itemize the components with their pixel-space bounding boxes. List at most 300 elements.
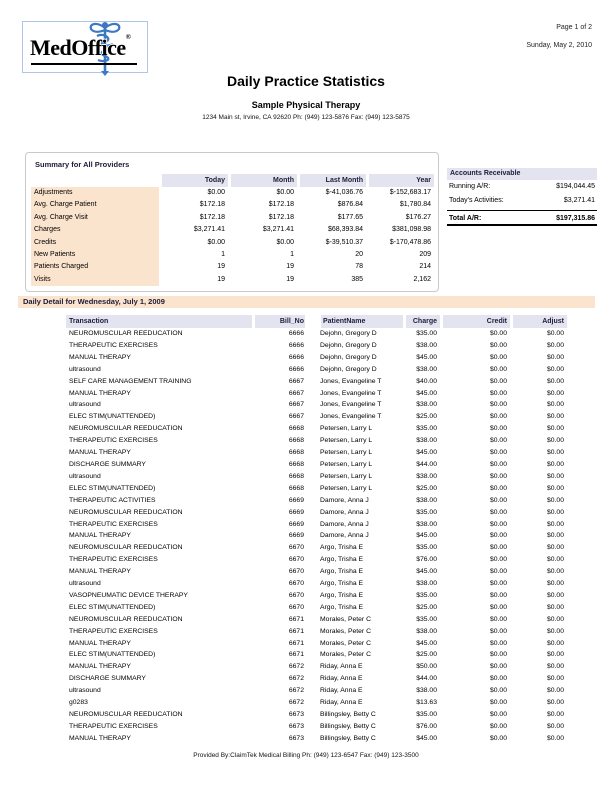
detail-cell-patient-name: Damore, Anna J	[320, 520, 369, 528]
detail-cell-transaction: DISCHARGE SUMMARY	[69, 460, 146, 468]
detail-cell-patient-name: Dejohn, Gregory D	[320, 365, 377, 373]
summary-value-cell: 2,162	[413, 275, 431, 283]
detail-cell-transaction: g0283	[69, 699, 88, 707]
detail-cell-credit: $0.00	[489, 580, 507, 588]
table-row	[66, 542, 567, 554]
detail-cell-gap	[305, 673, 318, 685]
table-row	[66, 364, 567, 376]
detail-cell-patient-name: Petersen, Larry L	[320, 425, 373, 433]
summary-row-label: New Patients	[31, 249, 159, 261]
detail-cell-adjust: $0.00	[546, 389, 564, 397]
detail-cell-charge: $38.00	[416, 472, 437, 480]
registered-mark: ®	[125, 33, 131, 41]
detail-cell-adjust: $0.00	[546, 580, 564, 588]
summary-value-cell: $172.18	[199, 213, 225, 221]
detail-cell-bill-no: 6670	[288, 556, 304, 564]
detail-cell-patient-name: Jones, Evangeline T	[320, 389, 382, 397]
detail-cell-gap	[305, 364, 318, 376]
detail-cell-charge: $45.00	[416, 389, 437, 397]
detail-cell-patient-name: Argo, Trisha E	[320, 544, 364, 552]
detail-cell-transaction: DISCHARGE SUMMARY	[69, 675, 146, 683]
detail-col-transaction: Transaction	[66, 315, 252, 328]
detail-cell-gap	[305, 352, 318, 364]
detail-cell-charge: $76.00	[416, 556, 437, 564]
detail-cell-credit: $0.00	[489, 556, 507, 564]
summary-value-cell: $-41,036.76	[325, 189, 363, 196]
detail-cell-patient-name: Morales, Peter C	[320, 615, 371, 623]
detail-cell-credit: $0.00	[489, 722, 507, 730]
detail-cell-bill-no: 6672	[288, 675, 304, 683]
detail-cell-patient-name: Petersen, Larry L	[320, 437, 373, 445]
detail-cell-bill-no: 6672	[288, 699, 304, 707]
detail-cell-credit: $0.00	[489, 532, 507, 540]
detail-cell-bill-no: 6670	[288, 580, 304, 588]
detail-cell-adjust: $0.00	[546, 639, 564, 647]
ar-total-value: $197,315.86	[556, 215, 595, 222]
summary-value-cell: 19	[217, 263, 225, 271]
table-row	[66, 471, 567, 483]
detail-cell-patient-name: Argo, Trisha E	[320, 568, 364, 576]
detail-cell-adjust: $0.00	[546, 437, 564, 445]
table-row	[66, 590, 567, 602]
detail-cell-charge: $25.00	[416, 413, 437, 421]
detail-cell-transaction: VASOPNEUMATIC DEVICE THERAPY	[69, 591, 188, 599]
detail-cell-charge: $38.00	[416, 365, 437, 373]
detail-cell-patient-name: Damore, Anna J	[320, 508, 369, 516]
detail-cell-credit: $0.00	[489, 437, 507, 445]
detail-cell-credit: $0.00	[489, 449, 507, 457]
detail-cell-adjust: $0.00	[546, 532, 564, 540]
detail-cell-transaction: ELEC STIM(UNATTENDED)	[69, 651, 156, 659]
summary-col-month: Month	[228, 174, 297, 187]
detail-cell-bill-no: 6666	[288, 353, 304, 361]
detail-cell-charge: $38.00	[416, 496, 437, 504]
detail-cell-charge: $35.00	[416, 591, 437, 599]
detail-cell-bill-no: 6670	[288, 603, 304, 611]
detail-cell-gap	[305, 578, 318, 590]
detail-cell-transaction: MANUAL THERAPY	[69, 389, 131, 397]
accounts-receivable-section	[447, 168, 597, 226]
detail-cell-adjust: $0.00	[546, 687, 564, 695]
detail-cell-gap	[305, 471, 318, 483]
detail-cell-transaction: ultrasound	[69, 472, 101, 480]
detail-cell-gap	[305, 447, 318, 459]
detail-cell-transaction: MANUAL THERAPY	[69, 353, 131, 361]
detail-cell-patient-name: Billingsley, Betty C	[320, 722, 376, 730]
detail-cell-gap	[305, 340, 318, 352]
detail-cell-transaction: ultrasound	[69, 401, 101, 409]
detail-cell-credit: $0.00	[489, 568, 507, 576]
summary-value-cell: $-152,683.17	[389, 189, 431, 196]
detail-cell-gap	[305, 483, 318, 495]
detail-cell-adjust: $0.00	[546, 734, 564, 742]
detail-col-charge: Charge	[403, 315, 440, 328]
detail-cell-bill-no: 6670	[288, 568, 304, 576]
detail-cell-gap	[305, 649, 318, 661]
detail-cell-bill-no: 6670	[288, 544, 304, 552]
summary-row	[31, 261, 434, 273]
summary-header-row	[31, 174, 434, 187]
summary-header-blank	[31, 174, 159, 187]
detail-cell-transaction: SELF CARE MANAGEMENT TRAINING	[69, 377, 192, 385]
detail-col-patient-name: PatientName	[318, 315, 403, 328]
detail-cell-charge: $25.00	[416, 603, 437, 611]
detail-cell-credit: $0.00	[489, 425, 507, 433]
detail-cell-credit: $0.00	[489, 389, 507, 397]
summary-row-label: Charges	[31, 224, 159, 236]
detail-cell-gap	[305, 721, 318, 733]
detail-cell-credit: $0.00	[489, 377, 507, 385]
detail-cell-patient-name: Argo, Trisha E	[320, 591, 364, 599]
summary-col-today: Today	[159, 174, 228, 187]
detail-cell-adjust: $0.00	[546, 722, 564, 730]
detail-cell-credit: $0.00	[489, 353, 507, 361]
table-row	[66, 399, 567, 411]
detail-cell-bill-no: 6673	[288, 734, 304, 742]
logo-underline	[31, 63, 137, 65]
page-title: Daily Practice Statistics	[227, 73, 385, 89]
detail-cell-charge: $76.00	[416, 722, 437, 730]
table-row	[66, 495, 567, 507]
detail-cell-adjust: $0.00	[546, 413, 564, 421]
detail-cell-gap	[305, 733, 318, 745]
detail-cell-charge: $40.00	[416, 377, 437, 385]
detail-cell-patient-name: Argo, Trisha E	[320, 580, 364, 588]
summary-row	[31, 199, 434, 211]
detail-cell-gap	[305, 530, 318, 542]
table-row	[66, 685, 567, 697]
detail-cell-bill-no: 6668	[288, 484, 304, 492]
detail-cell-adjust: $0.00	[546, 401, 564, 409]
detail-cell-credit: $0.00	[489, 460, 507, 468]
detail-cell-gap	[305, 435, 318, 447]
detail-cell-charge: $35.00	[416, 615, 437, 623]
detail-cell-transaction: MANUAL THERAPY	[69, 568, 131, 576]
detail-cell-gap	[305, 590, 318, 602]
table-row	[66, 649, 567, 661]
ar-today-label: Today's Activities:	[449, 197, 504, 204]
table-row	[66, 697, 567, 709]
detail-cell-credit: $0.00	[489, 639, 507, 647]
summary-value-cell: $0.00	[276, 189, 294, 196]
summary-row	[31, 237, 434, 249]
summary-row	[31, 212, 434, 224]
detail-cell-charge: $38.00	[416, 627, 437, 635]
detail-cell-charge: $44.00	[416, 675, 437, 683]
detail-col-adjust: Adjust	[510, 315, 567, 328]
detail-cell-charge: $44.00	[416, 460, 437, 468]
detail-cell-bill-no: 6666	[288, 330, 304, 337]
detail-cell-bill-no: 6669	[288, 508, 304, 516]
report-date: Sunday, May 2, 2010	[526, 42, 592, 49]
detail-cell-transaction: THERAPEUTIC EXERCISES	[69, 437, 158, 445]
summary-section	[25, 152, 439, 292]
detail-cell-charge: $45.00	[416, 532, 437, 540]
detail-cell-transaction: NEUROMUSCULAR REEDUCATION	[69, 330, 183, 337]
detail-cell-bill-no: 6668	[288, 460, 304, 468]
detail-cell-charge: $35.00	[416, 330, 437, 337]
detail-cell-charge: $38.00	[416, 401, 437, 409]
summary-table	[31, 174, 434, 286]
detail-cell-gap	[305, 602, 318, 614]
table-row	[66, 519, 567, 531]
detail-cell-credit: $0.00	[489, 591, 507, 599]
detail-cell-adjust: $0.00	[546, 472, 564, 480]
detail-cell-credit: $0.00	[489, 711, 507, 718]
summary-value-cell: 19	[286, 275, 294, 283]
detail-cell-transaction: THERAPEUTIC EXERCISES	[69, 722, 158, 730]
detail-cell-adjust: $0.00	[546, 568, 564, 576]
detail-cell-bill-no: 6673	[288, 722, 304, 730]
detail-cell-patient-name: Damore, Anna J	[320, 532, 369, 540]
detail-cell-bill-no: 6671	[288, 639, 304, 647]
summary-value-cell: 1	[290, 251, 294, 259]
table-row	[66, 435, 567, 447]
detail-cell-bill-no: 6671	[288, 651, 304, 659]
detail-cell-adjust: $0.00	[546, 341, 564, 349]
detail-cell-patient-name: Riday, Anna E	[320, 663, 363, 671]
table-row	[66, 352, 567, 364]
detail-cell-credit: $0.00	[489, 365, 507, 373]
detail-cell-credit: $0.00	[489, 341, 507, 349]
summary-row-label: Visits	[31, 274, 159, 286]
detail-cell-transaction: NEUROMUSCULAR REEDUCATION	[69, 615, 183, 623]
summary-value-cell: 19	[286, 263, 294, 271]
detail-cell-charge: $25.00	[416, 651, 437, 659]
detail-cell-charge: $45.00	[416, 568, 437, 576]
detail-cell-charge: $38.00	[416, 437, 437, 445]
ar-today-value: $3,271.41	[563, 197, 595, 204]
table-row	[66, 721, 567, 733]
detail-cell-credit: $0.00	[489, 484, 507, 492]
detail-cell-bill-no: 6673	[288, 711, 304, 718]
table-row	[66, 483, 567, 495]
detail-cell-patient-name: Riday, Anna E	[320, 687, 363, 695]
detail-cell-transaction: ELEC STIM(UNATTENDED)	[69, 603, 156, 611]
summary-row-label: Adjustments	[31, 187, 159, 199]
table-row	[66, 638, 567, 650]
detail-cell-adjust: $0.00	[546, 675, 564, 683]
detail-cell-adjust: $0.00	[546, 484, 564, 492]
daily-detail-table	[66, 315, 567, 745]
detail-cell-bill-no: 6666	[288, 365, 304, 373]
summary-value-cell: $3,271.41	[193, 226, 225, 234]
summary-row	[31, 187, 434, 199]
detail-cell-transaction: ultrasound	[69, 365, 101, 373]
detail-cell-transaction: NEUROMUSCULAR REEDUCATION	[69, 508, 183, 516]
detail-cell-adjust: $0.00	[546, 651, 564, 659]
detail-cell-patient-name: Billingsley, Betty C	[320, 734, 376, 742]
summary-value-cell: $176.27	[405, 213, 431, 221]
table-row	[66, 507, 567, 519]
practice-address: 1234 Main st, Irvine, CA 92620 Ph: (949) 123-5876 Fax: (949) 123-5875	[202, 114, 410, 121]
detail-cell-gap	[305, 626, 318, 638]
detail-cell-gap	[305, 638, 318, 650]
table-row	[66, 530, 567, 542]
summary-row-label: Avg. Charge Visit	[31, 212, 159, 224]
table-row	[66, 376, 567, 388]
summary-value-cell: $381,098.98	[392, 226, 431, 234]
detail-cell-bill-no: 6669	[288, 520, 304, 528]
detail-cell-bill-no: 6668	[288, 437, 304, 445]
table-row	[66, 328, 567, 340]
detail-cell-charge: $45.00	[416, 734, 437, 742]
detail-cell-charge: $45.00	[416, 449, 437, 457]
detail-cell-credit: $0.00	[489, 651, 507, 659]
detail-cell-charge: $45.00	[416, 353, 437, 361]
detail-cell-transaction: NEUROMUSCULAR REEDUCATION	[69, 711, 183, 718]
detail-cell-transaction: THERAPEUTIC EXERCISES	[69, 341, 158, 349]
detail-cell-bill-no: 6672	[288, 687, 304, 695]
detail-cell-adjust: $0.00	[546, 544, 564, 552]
ar-total-row	[447, 210, 597, 226]
detail-cell-credit: $0.00	[489, 663, 507, 671]
detail-cell-transaction: NEUROMUSCULAR REEDUCATION	[69, 544, 183, 552]
detail-cell-bill-no: 6671	[288, 615, 304, 623]
detail-cell-gap	[305, 519, 318, 531]
ar-running-value: $194,044.45	[556, 183, 595, 190]
table-row	[66, 554, 567, 566]
detail-cell-gap	[305, 661, 318, 673]
detail-col-credit: Credit	[440, 315, 510, 328]
detail-cell-adjust: $0.00	[546, 663, 564, 671]
detail-cell-bill-no: 6669	[288, 532, 304, 540]
detail-cell-bill-no: 6667	[288, 389, 304, 397]
detail-cell-adjust: $0.00	[546, 699, 564, 707]
detail-cell-bill-no: 6667	[288, 377, 304, 385]
summary-row-label: Avg. Charge Patient	[31, 199, 159, 211]
detail-cell-gap	[305, 376, 318, 388]
detail-header-row	[66, 315, 567, 328]
detail-cell-credit: $0.00	[489, 544, 507, 552]
detail-cell-gap	[305, 685, 318, 697]
detail-col-bill-no: Bill_No	[252, 315, 305, 328]
detail-cell-adjust: $0.00	[546, 627, 564, 635]
detail-cell-charge: $35.00	[416, 425, 437, 433]
detail-cell-patient-name: Dejohn, Gregory D	[320, 330, 377, 337]
table-row	[66, 709, 567, 721]
table-row	[66, 411, 567, 423]
detail-cell-charge: $25.00	[416, 484, 437, 492]
detail-cell-charge: $35.00	[416, 711, 437, 718]
detail-cell-charge: $38.00	[416, 580, 437, 588]
detail-cell-bill-no: 6667	[288, 413, 304, 421]
detail-cell-charge: $38.00	[416, 341, 437, 349]
detail-cell-adjust: $0.00	[546, 556, 564, 564]
detail-cell-adjust: $0.00	[546, 425, 564, 433]
detail-cell-credit: $0.00	[489, 520, 507, 528]
summary-value-cell: 78	[355, 263, 363, 271]
detail-cell-bill-no: 6668	[288, 449, 304, 457]
detail-cell-gap	[305, 399, 318, 411]
detail-cell-charge: $13.63	[416, 699, 437, 707]
summary-value-cell: 385	[351, 275, 363, 283]
table-row	[66, 602, 567, 614]
detail-cell-patient-name: Argo, Trisha E	[320, 556, 364, 564]
detail-cell-adjust: $0.00	[546, 330, 564, 337]
table-row	[66, 459, 567, 471]
detail-cell-patient-name: Petersen, Larry L	[320, 460, 373, 468]
detail-cell-transaction: ultrasound	[69, 687, 101, 695]
detail-cell-credit: $0.00	[489, 508, 507, 516]
detail-cell-bill-no: 6671	[288, 627, 304, 635]
detail-cell-transaction: THERAPEUTIC ACTIVITIES	[69, 496, 156, 504]
detail-cell-gap	[305, 495, 318, 507]
detail-cell-credit: $0.00	[489, 413, 507, 421]
detail-cell-patient-name: Petersen, Larry L	[320, 484, 373, 492]
detail-cell-patient-name: Petersen, Larry L	[320, 472, 373, 480]
summary-title: Summary for All Providers	[35, 160, 130, 169]
table-row	[66, 388, 567, 400]
summary-value-cell: $-170,478.86	[389, 238, 431, 246]
detail-cell-charge: $50.00	[416, 663, 437, 671]
logo-text	[30, 35, 130, 61]
detail-cell-charge: $35.00	[416, 508, 437, 516]
detail-cell-patient-name: Jones, Evangeline T	[320, 413, 382, 421]
summary-value-cell: 209	[419, 251, 431, 259]
detail-cell-credit: $0.00	[489, 496, 507, 504]
summary-value-cell: $1,780.84	[399, 201, 431, 209]
detail-cell-credit: $0.00	[489, 615, 507, 623]
detail-cell-patient-name: Morales, Peter C	[320, 639, 371, 647]
accounts-receivable-title: Accounts Receivable	[447, 168, 597, 180]
detail-cell-bill-no: 6672	[288, 663, 304, 671]
summary-value-cell: $172.18	[199, 201, 225, 209]
detail-cell-gap	[305, 459, 318, 471]
detail-cell-transaction: MANUAL THERAPY	[69, 734, 131, 742]
detail-cell-patient-name: Damore, Anna J	[320, 496, 369, 504]
ar-running-label: Running A/R:	[449, 183, 491, 190]
page-number: Page 1 of 2	[556, 24, 592, 31]
ar-total-label: Total A/R:	[449, 215, 482, 222]
detail-cell-gap	[305, 566, 318, 578]
detail-cell-transaction: THERAPEUTIC EXERCISES	[69, 520, 158, 528]
detail-cell-patient-name: Argo, Trisha E	[320, 603, 364, 611]
detail-cell-credit: $0.00	[489, 472, 507, 480]
detail-cell-adjust: $0.00	[546, 449, 564, 457]
detail-cell-credit: $0.00	[489, 675, 507, 683]
detail-cell-adjust: $0.00	[546, 603, 564, 611]
detail-cell-charge: $35.00	[416, 544, 437, 552]
table-row	[66, 447, 567, 459]
summary-value-cell: $0.00	[207, 189, 225, 196]
detail-cell-adjust: $0.00	[546, 353, 564, 361]
detail-cell-patient-name: Morales, Peter C	[320, 651, 371, 659]
detail-cell-charge: $45.00	[416, 639, 437, 647]
summary-row-label: Credits	[31, 237, 159, 249]
detail-cell-bill-no: 6668	[288, 472, 304, 480]
table-row	[66, 626, 567, 638]
summary-value-cell: $68,393.84	[327, 226, 363, 234]
detail-cell-patient-name: Petersen, Larry L	[320, 449, 373, 457]
logo-wordmark: MedOffice	[30, 35, 126, 60]
detail-cell-transaction: ELEC STIM(UNATTENDED)	[69, 484, 156, 492]
detail-cell-patient-name: Dejohn, Gregory D	[320, 353, 377, 361]
detail-cell-credit: $0.00	[489, 330, 507, 337]
summary-value-cell: 214	[419, 263, 431, 271]
detail-cell-gap	[305, 709, 318, 721]
table-row	[66, 661, 567, 673]
detail-cell-patient-name: Billingsley, Betty C	[320, 711, 376, 718]
detail-cell-bill-no: 6666	[288, 341, 304, 349]
detail-cell-adjust: $0.00	[546, 615, 564, 623]
detail-cell-credit: $0.00	[489, 603, 507, 611]
summary-value-cell: $876.84	[337, 201, 363, 209]
detail-cell-transaction: MANUAL THERAPY	[69, 639, 131, 647]
detail-cell-bill-no: 6670	[288, 591, 304, 599]
detail-cell-adjust: $0.00	[546, 496, 564, 504]
summary-row-label: Patients Charged	[31, 261, 159, 273]
